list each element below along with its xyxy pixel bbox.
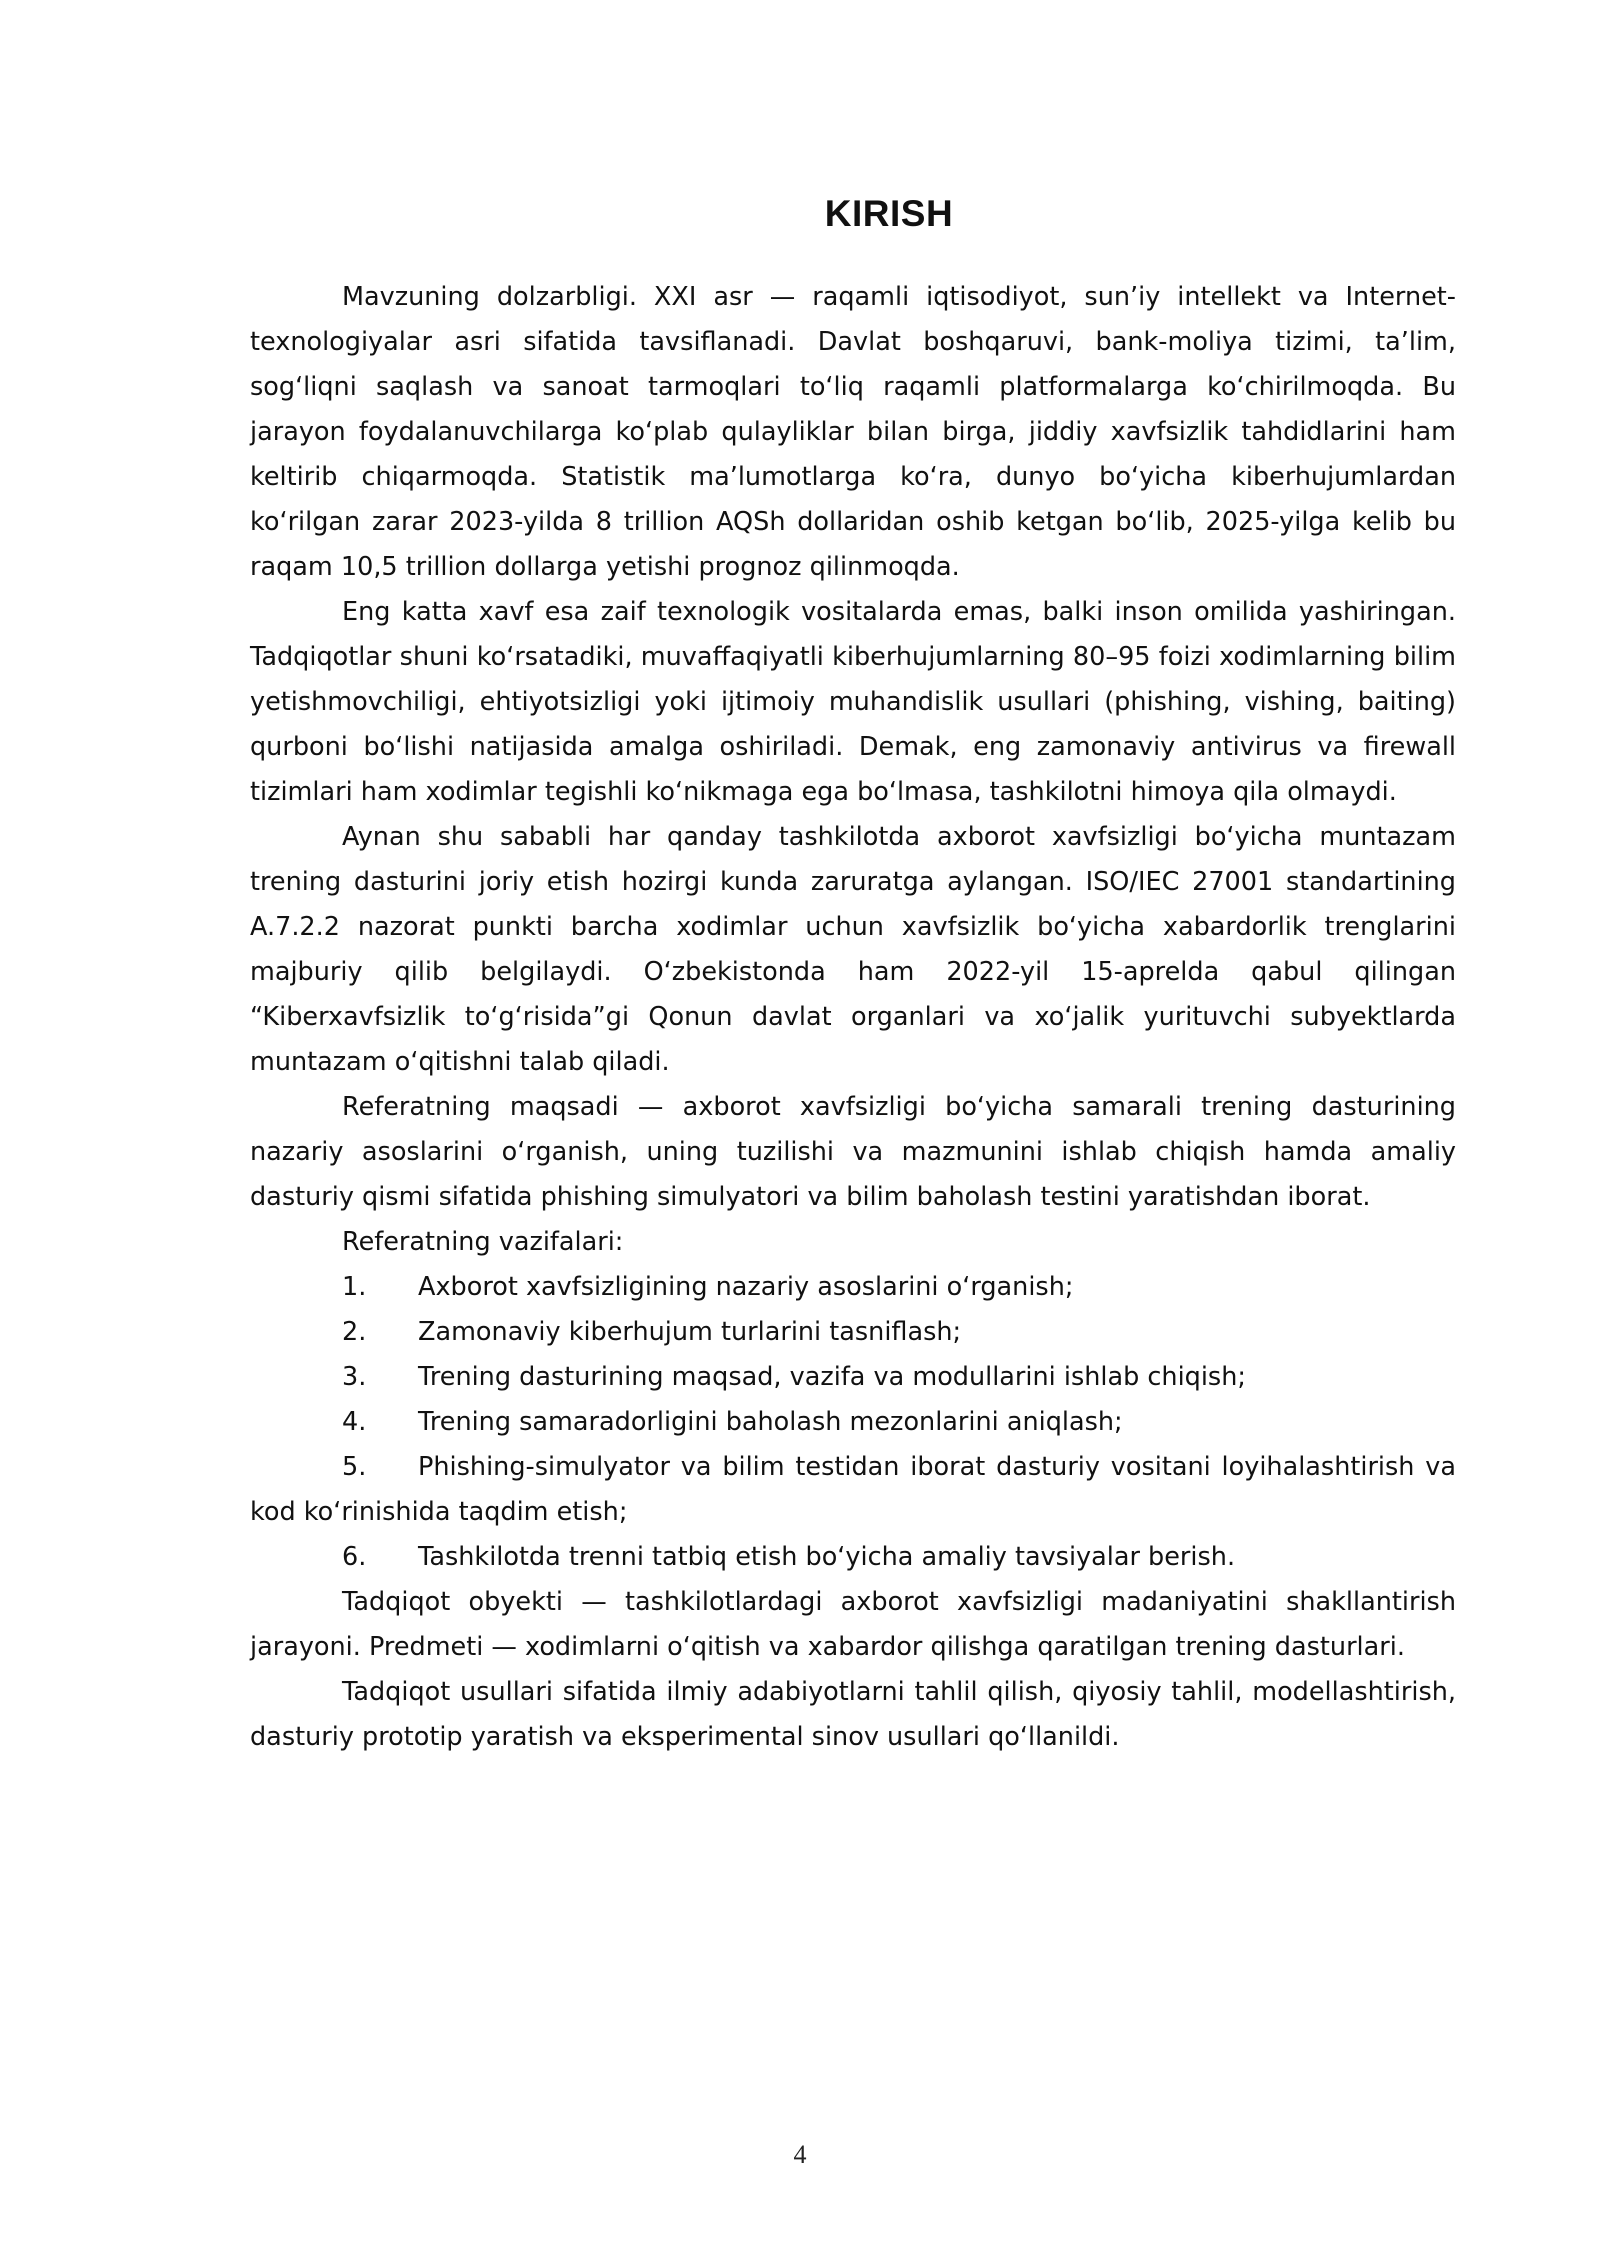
page-title: KIRISH [824,193,954,234]
body-text [250,275,1456,1760]
list-item-text: Phishing-simulyator va bilim testidan iborat dasturiy vositani loyihalashtirish va kod ko‘rinishida taqdim etish; [250,1452,1456,1527]
list-item [250,1535,1456,1580]
list-item [250,1445,1456,1535]
list-item-number: 4. [342,1407,367,1437]
list-item [250,1355,1456,1400]
list-item [250,1265,1456,1310]
list-item-text: Trening dasturining maqsad, vazifa va modullarini ishlab chiqish; [418,1362,1246,1392]
page-number: 4 [793,2140,807,2169]
paragraph-relevance: Mavzuning dolzarbligi. XXI asr — raqamli iqtisodiyot, sun’iy intellekt va Internet-texnologiyalar asri sifatida tavsiflanadi. Davlat boshqaruvi, bank-moliya tizimi, ta’lim, sog‘liqni saqlash va sanoat tarmoqlari to‘liq raqamli platformalarga ko‘chirilmoqda. Bu jarayon foydalanuvchilarga ko‘plab qulayliklar bilan birga, jiddiy xavfsizlik tahdidlarini ham keltirib chiqarmoqda. Statistik ma’lumotlarga ko‘ra, dunyo bo‘yicha kiberhujumlardan ko‘rilgan zarar 2023-yilda 8 trillion AQSh dollaridan oshib ketgan bo‘lib, 2025-yilga kelib bu raqam 10,5 trillion dollarga yetishi prognoz qilinmoqda. [250,282,1456,582]
list-item [250,1310,1456,1355]
paragraph-object: Tadqiqot obyekti — tashkilotlardagi axborot xavfsizligi madaniyatini shakllantirish jarayoni. Predmeti — xodimlarni o‘qitish va xabardor qilishga qaratilgan trening dasturlari. [250,1587,1456,1662]
list-item-text: Tashkilotda trenni tatbiq etish bo‘yicha amaliy tavsiyalar berish. [418,1542,1236,1572]
task-list [250,1265,1456,1580]
list-item-number: 2. [342,1317,367,1347]
paragraph-goal: Referatning maqsadi — axborot xavfsizligi bo‘yicha samarali trening dasturining nazariy asoslarini o‘rganish, uning tuzilishi va mazmunini ishlab chiqish hamda amaliy dasturiy qismi sifatida phishing simulyatori va bilim baholash testini yaratishdan iborat. [250,1092,1456,1212]
list-item-text: Axborot xavfsizligining nazariy asoslarini o‘rganish; [418,1272,1074,1302]
list-item-text: Zamonaviy kiberhujum turlarini tasniflash; [418,1317,962,1347]
list-item-number: 1. [342,1272,367,1302]
list-item [250,1400,1456,1445]
list-item-number: 5. [342,1452,367,1482]
list-item-number: 3. [342,1362,367,1392]
paragraph-standards: Aynan shu sababli har qanday tashkilotda axborot xavfsizligi bo‘yicha muntazam trening dasturini joriy etish hozirgi kunda zaruratga aylangan. ISO/IEC 27001 standartining A.7.2.2 nazorat punkti barcha xodimlar uchun xavfsizlik bo‘yicha xabardorlik trenglarini majburiy qilib belgilaydi. O‘zbekistonda ham 2022-yil 15-aprelda qabul qilingan “Kiberxavfsizlik to‘g‘risida”gi Qonun davlat organlari va xo‘jalik yurituvchi subyektlarda muntazam o‘qitishni talab qiladi. [250,822,1456,1077]
list-item-number: 6. [342,1542,367,1572]
paragraph-methods: Tadqiqot usullari sifatida ilmiy adabiyotlarni tahlil qilish, qiyosiy tahlil, modellashtirish, dasturiy prototip yaratish va eksperimental sinov usullari qo‘llanildi. [250,1677,1456,1752]
paragraph-tasks-heading: Referatning vazifalari: [342,1227,624,1257]
paragraph-human-factor: Eng katta xavf esa zaif texnologik vositalarda emas, balki inson omilida yashiringan. Tadqiqotlar shuni ko‘rsatadiki, muvaffaqiyatli kiberhujumlarning 80–95 foizi xodimlarning bilim yetishmovchiligi, ehtiyotsizligi yoki ijtimoiy muhandislik usullari (phishing, vishing, baiting) qurboni bo‘lishi natijasida amalga oshiriladi. Demak, eng zamonaviy antivirus va firewall tizimlari ham xodimlar tegishli ko‘nikmaga ega bo‘lmasa, tashkilotni himoya qila olmaydi. [250,597,1456,807]
list-item-text: Trening samaradorligini baholash mezonlarini aniqlash; [418,1407,1123,1437]
